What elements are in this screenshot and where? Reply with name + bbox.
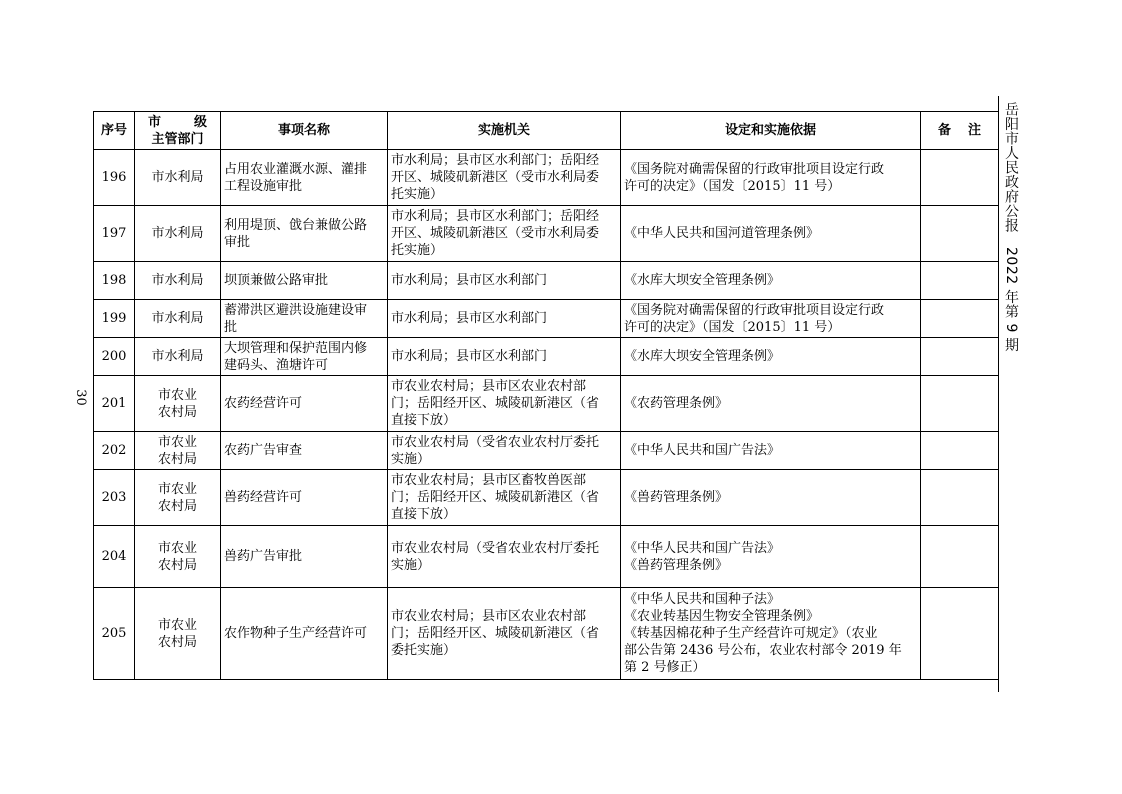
cell-agency <box>388 150 621 206</box>
header-dept-top-left: 市 <box>148 114 162 130</box>
cell-dept-line: 农村局 <box>157 634 197 650</box>
cell-item-name-line: 农药广告审查 <box>224 443 303 458</box>
cell-seq: 196 <box>94 150 135 206</box>
cell-basis-line: 第 2 号修正） <box>624 660 706 675</box>
header-dept-bottom: 主管部门 <box>151 131 204 147</box>
cell-agency <box>388 262 621 300</box>
cell-dept <box>135 300 221 338</box>
cell-agency-line: 市水利局；县市区水利部门 <box>391 273 548 288</box>
cell-item-name-line: 蓄滞洪区避洪设施建设审 <box>224 302 368 318</box>
cell-agency <box>388 376 621 432</box>
cell-item-name <box>221 262 388 300</box>
cell-item-name <box>221 526 388 588</box>
cell-basis-line: 《中华人民共和国广告法》 <box>624 443 781 458</box>
cell-dept-line: 农村局 <box>157 557 197 573</box>
cell-basis-line: 许可的决定》（国发〔2015〕11 号） <box>624 319 841 335</box>
cell-agency <box>388 338 621 376</box>
table-row <box>94 588 999 680</box>
cell-item-name <box>221 432 388 470</box>
cell-dept <box>135 432 221 470</box>
cell-basis-line: 《国务院对确需保留的行政审批项目设定行政 <box>624 302 885 318</box>
cell-agency-line: 市水利局；县市区水利部门 <box>391 349 548 364</box>
cell-item-name-line: 农药经营许可 <box>224 396 303 411</box>
cell-agency-line: 实施） <box>391 451 431 467</box>
cell-item-name <box>221 588 388 680</box>
cell-agency-line: 市农业农村局；县市区农业农村部 <box>391 379 587 394</box>
cell-seq: 201 <box>94 376 135 432</box>
cell-basis <box>621 150 921 206</box>
cell-dept-line: 市农业 <box>157 387 197 403</box>
header-item-name: 事项名称 <box>221 112 388 150</box>
table-row <box>94 206 999 262</box>
cell-agency-line: 门；岳阳经开区、城陵矶新港区（省 <box>391 396 600 411</box>
cell-basis <box>621 376 921 432</box>
cell-item-name <box>221 206 388 262</box>
header-agency: 实施机关 <box>388 112 621 150</box>
cell-seq: 197 <box>94 206 135 262</box>
cell-seq: 202 <box>94 432 135 470</box>
cell-agency <box>388 300 621 338</box>
cell-basis-line: 《水库大坝安全管理条例》 <box>624 273 781 288</box>
cell-agency <box>388 526 621 588</box>
cell-agency-line: 委托实施） <box>391 643 457 658</box>
table-header-row <box>94 112 999 150</box>
cell-basis-line: 许可的决定》（国发〔2015〕11 号） <box>624 178 841 194</box>
cell-basis-line: 《中华人民共和国广告法》 <box>624 540 781 556</box>
header-basis: 设定和实施依据 <box>621 112 921 150</box>
cell-item-name-line: 利用堤顶、戗台兼做公路 <box>224 217 368 233</box>
cell-agency <box>388 206 621 262</box>
cell-basis <box>621 526 921 588</box>
header-seq: 序号 <box>94 112 135 150</box>
cell-item-name-line: 占用农业灌溉水源、灌排 <box>224 161 368 177</box>
table-row <box>94 526 999 588</box>
cell-seq: 203 <box>94 470 135 526</box>
cell-agency-line: 门；岳阳经开区、城陵矶新港区（省 <box>391 490 600 505</box>
cell-dept <box>135 526 221 588</box>
cell-basis-line: 《中华人民共和国种子法》 <box>624 592 781 607</box>
cell-item-name-line: 工程设施审批 <box>224 178 303 194</box>
cell-basis <box>621 262 921 300</box>
cell-basis-line: 部公告第 2436 号公布，农业农村部令 2019 年 <box>624 643 902 658</box>
cell-agency-line: 开区、城陵矶新港区（受市水利局委 <box>391 170 600 185</box>
cell-dept-line: 市农业 <box>157 434 197 450</box>
cell-item-name-line: 审批 <box>224 234 251 250</box>
header-note <box>921 112 999 150</box>
cell-dept <box>135 206 221 262</box>
cell-dept-line: 农村局 <box>157 404 197 420</box>
cell-dept <box>135 470 221 526</box>
cell-note <box>921 150 999 206</box>
cell-dept-line: 市水利局 <box>151 273 204 288</box>
cell-note <box>921 432 999 470</box>
cell-dept-line: 市农业 <box>157 540 197 556</box>
cell-basis <box>621 588 921 680</box>
cell-item-name-line: 大坝管理和保护范围内修 <box>224 340 368 356</box>
cell-agency <box>388 470 621 526</box>
cell-dept-line: 农村局 <box>157 498 197 514</box>
header-note-right: 注 <box>967 123 981 138</box>
cell-basis <box>621 300 921 338</box>
table-body <box>94 150 999 680</box>
cell-dept <box>135 262 221 300</box>
cell-agency-line: 市水利局；县市区水利部门；岳阳经 <box>391 153 600 168</box>
cell-item-name <box>221 376 388 432</box>
cell-dept-line: 市水利局 <box>151 226 204 241</box>
table-row <box>94 262 999 300</box>
cell-agency-line: 市农业农村局；县市区畜牧兽医部 <box>391 473 587 488</box>
cell-item-name <box>221 470 388 526</box>
cell-seq: 199 <box>94 300 135 338</box>
cell-agency-line: 市水利局；县市区水利部门；岳阳经 <box>391 209 600 224</box>
cell-dept <box>135 338 221 376</box>
cell-dept <box>135 150 221 206</box>
cell-basis-line: 《农药管理条例》 <box>624 396 729 411</box>
cell-basis <box>621 206 921 262</box>
cell-agency-line: 市农业农村局；县市区农业农村部 <box>391 609 587 624</box>
cell-dept-line: 农村局 <box>157 451 197 467</box>
table-row <box>94 300 999 338</box>
cell-note <box>921 262 999 300</box>
cell-dept-line: 市农业 <box>157 617 197 633</box>
table-row <box>94 470 999 526</box>
cell-item-name-line: 建码头、渔塘许可 <box>224 357 329 373</box>
cell-note <box>921 376 999 432</box>
cell-dept <box>135 588 221 680</box>
cell-basis-line: 《国务院对确需保留的行政审批项目设定行政 <box>624 161 885 177</box>
cell-item-name <box>221 150 388 206</box>
cell-dept-line: 市水利局 <box>151 170 204 185</box>
cell-item-name-line: 兽药广告审批 <box>224 549 303 564</box>
cell-agency-line: 市农业农村局（受省农业农村厅委托 <box>391 540 600 556</box>
cell-dept-line: 市农业 <box>157 481 197 497</box>
cell-note <box>921 206 999 262</box>
cell-item-name-line: 坝顶兼做公路审批 <box>224 273 329 288</box>
cell-dept <box>135 376 221 432</box>
table-row <box>94 432 999 470</box>
cell-basis-line: 《兽药管理条例》 <box>624 557 729 573</box>
cell-note <box>921 588 999 680</box>
cell-note <box>921 300 999 338</box>
cell-seq: 205 <box>94 588 135 680</box>
cell-agency-line: 门；岳阳经开区、城陵矶新港区（省 <box>391 626 600 641</box>
table-row <box>94 150 999 206</box>
cell-agency <box>388 588 621 680</box>
cell-basis-line: 《农业转基因生物安全管理条例》 <box>624 609 820 624</box>
page-number: 30 <box>72 389 88 406</box>
cell-seq: 200 <box>94 338 135 376</box>
cell-item-name-line: 批 <box>224 319 238 335</box>
cell-note <box>921 338 999 376</box>
cell-agency-line: 实施） <box>391 557 431 573</box>
cell-item-name-line: 农作物种子生产经营许可 <box>224 626 368 641</box>
cell-basis-line: 《水库大坝安全管理条例》 <box>624 349 781 364</box>
cell-note <box>921 526 999 588</box>
cell-agency <box>388 432 621 470</box>
header-note-left: 备 <box>938 123 952 138</box>
cell-agency-line: 开区、城陵矶新港区（受市水利局委 <box>391 226 600 241</box>
cell-agency-line: 直接下放） <box>391 507 457 522</box>
approval-items-table <box>93 111 999 680</box>
cell-agency-line: 市农业农村局（受省农业农村厅委托 <box>391 434 600 450</box>
cell-basis <box>621 470 921 526</box>
cell-item-name <box>221 338 388 376</box>
table-row <box>94 338 999 376</box>
cell-item-name-line: 兽药经营许可 <box>224 490 303 505</box>
header-dept <box>135 112 221 150</box>
cell-agency-line: 托实施） <box>391 187 444 202</box>
cell-agency-line: 市水利局；县市区水利部门 <box>391 311 548 326</box>
header-dept-top-right: 级 <box>193 114 207 130</box>
table-row <box>94 376 999 432</box>
cell-agency-line: 托实施） <box>391 243 444 258</box>
cell-note <box>921 470 999 526</box>
cell-basis-line: 《兽药管理条例》 <box>624 490 729 505</box>
cell-dept-line: 市水利局 <box>151 349 204 364</box>
cell-basis-line: 《转基因棉花种子生产经营许可规定》（农业 <box>624 626 878 641</box>
cell-seq: 198 <box>94 262 135 300</box>
cell-seq: 204 <box>94 526 135 588</box>
cell-item-name <box>221 300 388 338</box>
cell-basis <box>621 338 921 376</box>
cell-basis-line: 《中华人民共和国河道管理条例》 <box>624 226 820 241</box>
journal-title: 岳阳市人民政府公报 2022 年第 9 期 <box>1003 102 1019 353</box>
cell-dept-line: 市水利局 <box>151 311 204 326</box>
cell-agency-line: 直接下放） <box>391 413 457 428</box>
cell-basis <box>621 432 921 470</box>
